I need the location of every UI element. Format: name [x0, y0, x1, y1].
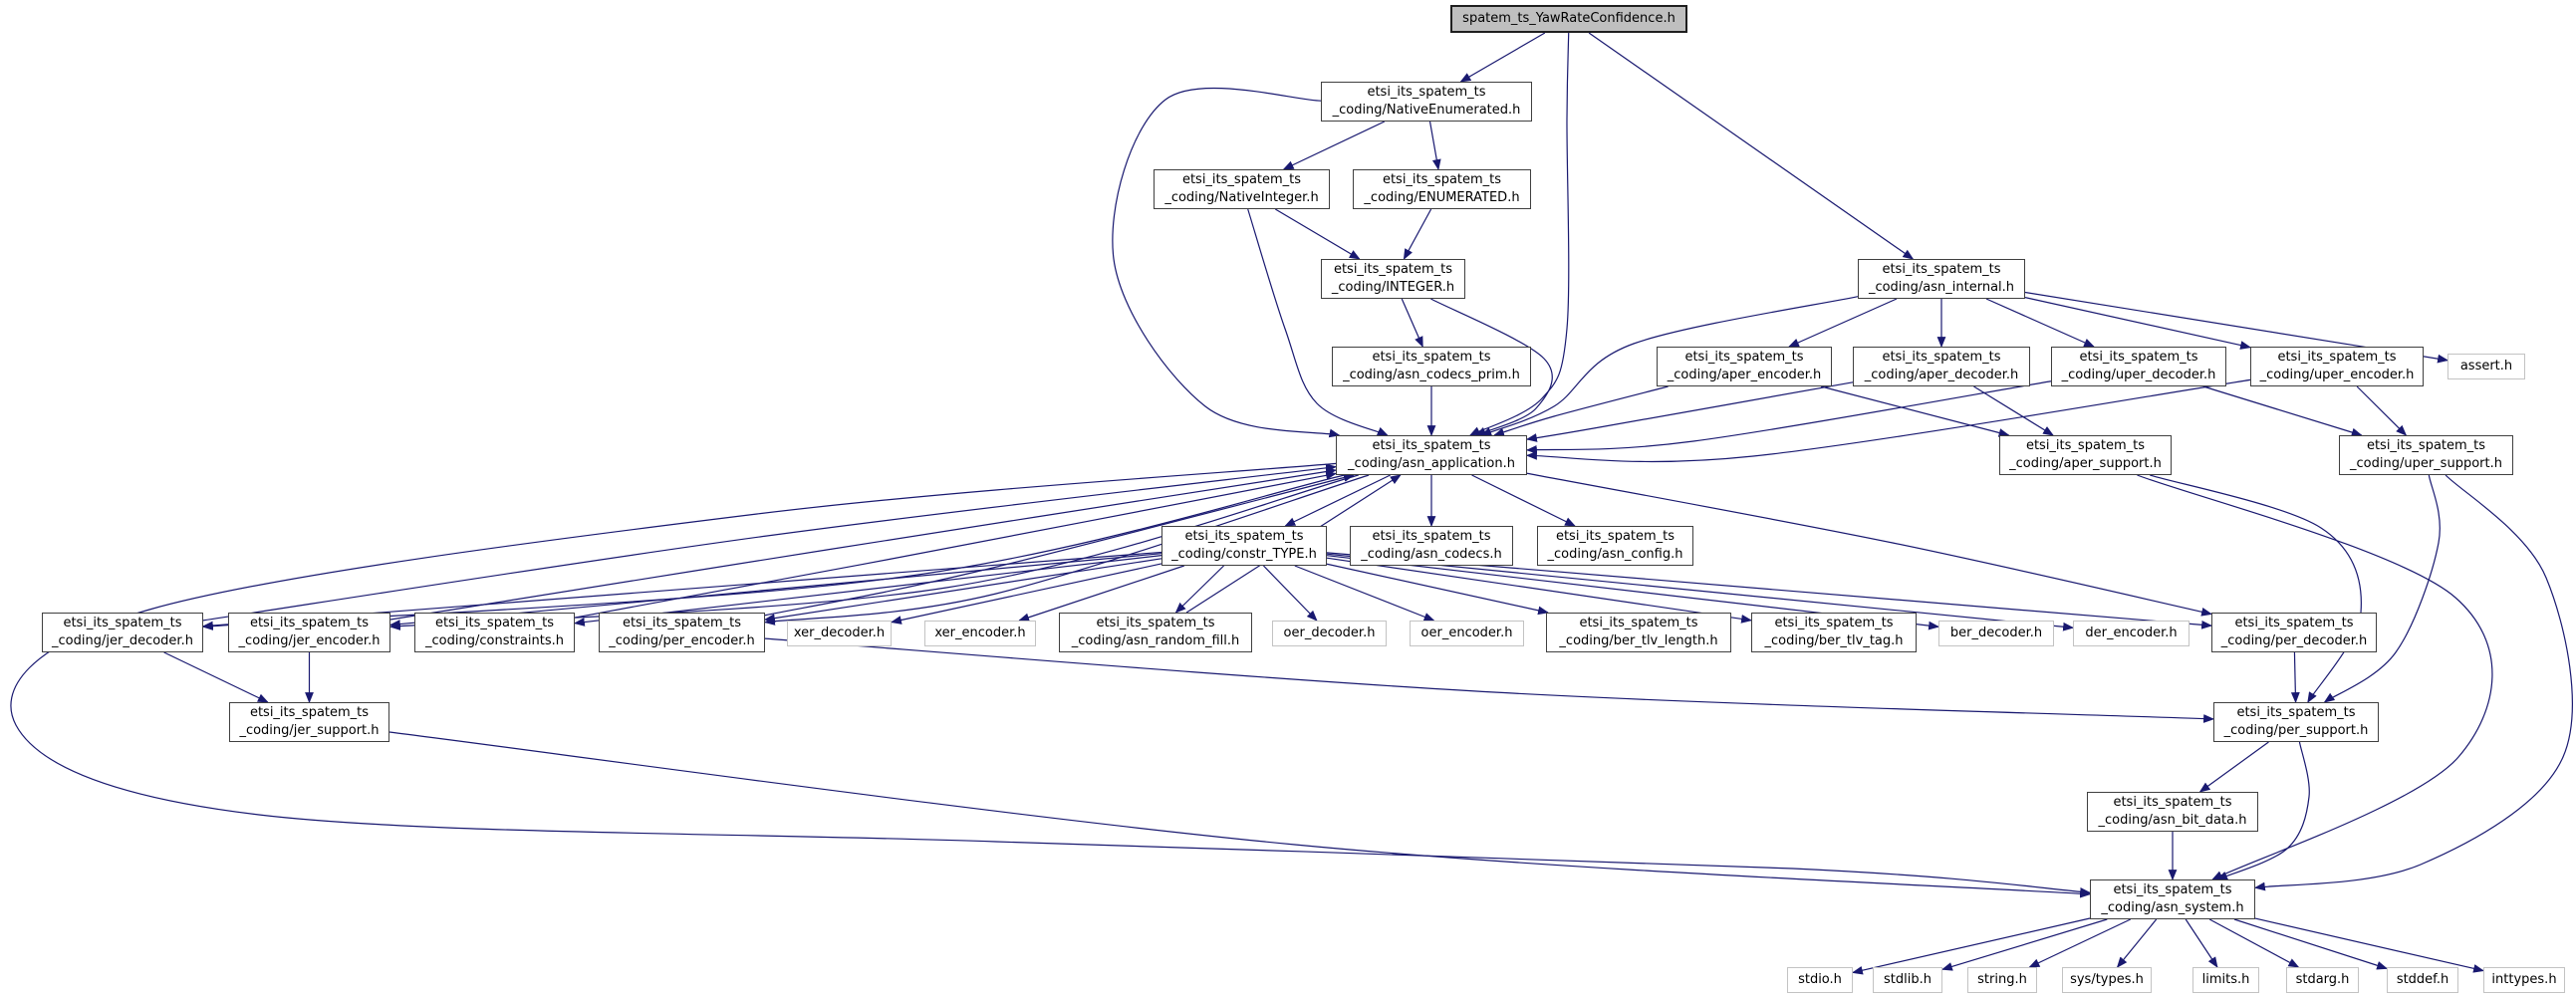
edge-system-to-stddef — [2234, 919, 2387, 968]
node-oer-dec — [1272, 621, 1387, 646]
node-label: _coding/asn_random_fill.h — [1071, 633, 1240, 648]
edge-constr-to-oer_enc — [1295, 566, 1434, 621]
node-constr[interactable] — [1161, 526, 1327, 566]
node-label: _coding/jer_support.h — [239, 723, 380, 738]
node-label: sys/types.h — [2070, 972, 2144, 987]
node-btl[interactable] — [1546, 613, 1731, 652]
node-label: _coding/ber_tlv_tag.h — [1764, 633, 1904, 648]
node-systypes — [2062, 967, 2152, 993]
node-label: etsi_its_spatem_ts — [1333, 262, 1453, 277]
node-codecs-prim[interactable] — [1332, 347, 1531, 386]
node-n-enum[interactable] — [1321, 82, 1532, 122]
node-inttypes — [2483, 967, 2565, 993]
node-label: _coding/constraints.h — [425, 633, 564, 648]
node-label: etsi_its_spatem_ts — [249, 705, 370, 720]
node-label: etsi_its_spatem_ts — [1367, 85, 1486, 100]
edge-n_enum-to-app — [1113, 88, 1339, 435]
node-label: etsi_its_spatem_ts — [434, 616, 555, 630]
edge-integer-to-codecs_prim — [1402, 299, 1422, 347]
edge-yaw-to-n_enum — [1460, 33, 1544, 82]
node-system[interactable] — [2090, 879, 2255, 919]
node-label: _coding/asn_system.h — [2101, 900, 2244, 915]
node-label: _coding/uper_support.h — [2350, 456, 2502, 471]
node-label: stdio.h — [1798, 972, 1842, 987]
node-label: spatem_ts_YawRateConfidence.h — [1462, 11, 1675, 26]
node-label: _coding/uper_encoder.h — [2259, 368, 2415, 382]
node-label: _coding/aper_decoder.h — [1864, 368, 2019, 382]
node-aper-dec[interactable] — [1853, 347, 2030, 386]
node-oer-enc — [1410, 621, 1524, 646]
node-label: etsi_its_spatem_ts — [2113, 795, 2232, 810]
node-label: etsi_its_spatem_ts — [2079, 350, 2198, 365]
node-label: etsi_its_spatem_ts — [63, 616, 182, 630]
node-label: ber_decoder.h — [1949, 626, 2043, 640]
node-app[interactable] — [1336, 435, 1527, 475]
node-label: etsi_its_spatem_ts — [1555, 529, 1675, 544]
node-label: _coding/asn_codecs.h — [1361, 547, 1502, 562]
node-aper-sup[interactable] — [1999, 435, 2172, 475]
node-label: etsi_its_spatem_ts — [622, 616, 742, 630]
node-rand-fill[interactable] — [1059, 613, 1252, 652]
node-limits — [2192, 967, 2259, 993]
edge-n_enum-to-enum — [1430, 122, 1438, 169]
node-jer-dec[interactable] — [42, 613, 203, 652]
node-label: etsi_its_spatem_ts — [1882, 350, 2001, 365]
node-label: etsi_its_spatem_ts — [2366, 438, 2486, 453]
edge-internal-to-uper_dec — [1986, 299, 2094, 347]
node-internal[interactable] — [1858, 259, 2025, 299]
node-label: _coding/uper_decoder.h — [2061, 368, 2216, 382]
edge-enum-to-integer — [1404, 209, 1430, 259]
node-label: _coding/per_encoder.h — [609, 633, 755, 648]
node-label: etsi_its_spatem_ts — [1579, 616, 1698, 630]
node-per-sup[interactable] — [2213, 702, 2379, 742]
node-enum[interactable] — [1353, 169, 1531, 209]
node-label: etsi_its_spatem_ts — [1382, 172, 1502, 187]
edge-uper_dec-to-app — [1527, 381, 2051, 450]
node-uper-dec[interactable] — [2051, 347, 2226, 386]
node-label: limits.h — [2201, 972, 2250, 987]
edge-jer_dec-to-jer_sup — [164, 652, 268, 702]
node-label: stdlib.h — [1884, 972, 1932, 987]
edge-system-to-stdarg — [2209, 919, 2298, 967]
node-label: etsi_its_spatem_ts — [1684, 350, 1804, 365]
node-stdio — [1787, 967, 1853, 993]
edge-system-to-systypes — [2118, 919, 2157, 967]
edge-system-to-stdlib — [1942, 919, 2107, 969]
node-stdarg — [2286, 967, 2359, 993]
node-uper-sup[interactable] — [2339, 435, 2513, 475]
node-label: etsi_its_spatem_ts — [1774, 616, 1894, 630]
node-label: xer_decoder.h — [793, 626, 886, 640]
node-der-enc — [2073, 621, 2190, 646]
node-bit-data[interactable] — [2087, 792, 2258, 832]
node-label: etsi_its_spatem_ts — [249, 616, 370, 630]
node-label: _coding/per_support.h — [2223, 723, 2369, 738]
node-label: _coding/jer_encoder.h — [238, 633, 381, 648]
edge-per_dec-to-per_sup — [2294, 652, 2295, 702]
edge-constr-to-oer_dec — [1263, 566, 1316, 621]
node-label: _coding/asn_bit_data.h — [2098, 813, 2247, 828]
node-integer[interactable] — [1321, 259, 1465, 299]
node-label: _coding/per_decoder.h — [2220, 633, 2368, 648]
edge-app-to-constr — [1285, 475, 1390, 526]
edge-internal-to-uper_enc — [2025, 298, 2250, 348]
edge-uper_enc-to-uper_sup — [2357, 386, 2406, 435]
node-config[interactable] — [1537, 526, 1693, 566]
node-label: _coding/jer_decoder.h — [52, 633, 193, 648]
node-label: _coding/aper_support.h — [2009, 456, 2162, 471]
node-label: _coding/aper_encoder.h — [1667, 368, 1822, 382]
edge-aper_dec-to-aper_sup — [1973, 386, 2053, 435]
node-label: stddef.h — [2396, 972, 2449, 987]
node-label: etsi_its_spatem_ts — [2113, 882, 2232, 897]
node-string — [1967, 967, 2037, 993]
node-label: _coding/constr_TYPE.h — [1171, 547, 1317, 562]
node-xer-enc — [924, 621, 1036, 646]
node-label: etsi_its_spatem_ts — [2277, 350, 2397, 365]
node-label: etsi_its_spatem_ts — [2236, 705, 2356, 720]
node-label: stdarg.h — [2295, 972, 2350, 987]
node-stdlib — [1873, 967, 1942, 993]
node-label: inttypes.h — [2491, 972, 2557, 987]
edge-uper_sup-to-per_sup — [2325, 475, 2441, 702]
node-jer-sup[interactable] — [229, 702, 389, 742]
edge-constr-to-rand_fill — [1175, 566, 1223, 613]
node-label: oer_encoder.h — [1420, 626, 1513, 640]
node-label: _coding/asn_application.h — [1348, 456, 1515, 471]
node-ber-dec — [1938, 621, 2054, 646]
node-btt[interactable] — [1751, 613, 1917, 652]
node-label: _coding/NativeEnumerated.h — [1332, 103, 1521, 118]
node-label: etsi_its_spatem_ts — [1181, 172, 1302, 187]
edge-app-to-config — [1472, 475, 1575, 526]
edge-constr-to-btl — [1327, 564, 1548, 613]
node-codecs[interactable] — [1350, 526, 1513, 566]
node-label: etsi_its_spatem_ts — [1372, 529, 1491, 544]
edge-per_sup-to-bit_data — [2200, 742, 2269, 792]
node-label: etsi_its_spatem_ts — [2025, 438, 2146, 453]
edge-system-to-stdio — [1853, 918, 2090, 972]
edge-aper_sup-to-per_sup — [2150, 475, 2361, 702]
node-constraints[interactable] — [414, 613, 575, 652]
node-per-dec[interactable] — [2211, 613, 2377, 652]
edge-per_enc-to-per_sup — [765, 638, 2213, 719]
node-uper-enc[interactable] — [2250, 347, 2424, 386]
node-stddef — [2387, 967, 2458, 993]
node-label: etsi_its_spatem_ts — [1372, 438, 1491, 453]
node-label: etsi_its_spatem_ts — [1096, 616, 1215, 630]
node-assert — [2447, 354, 2525, 379]
edge-system-to-limits — [2186, 919, 2217, 967]
node-label: _coding/ber_tlv_length.h — [1559, 633, 1718, 648]
node-label: _coding/asn_codecs_prim.h — [1343, 368, 1520, 382]
edge-n_int-to-app — [1248, 209, 1388, 435]
node-label: _coding/INTEGER.h — [1331, 280, 1455, 295]
edge-jer_sup-to-system — [389, 732, 2090, 894]
edge-yaw-to-internal — [1589, 33, 1913, 259]
node-per-enc[interactable] — [599, 613, 765, 652]
node-label: string.h — [1977, 972, 2027, 987]
edge-uper_dec-to-uper_sup — [2203, 386, 2362, 435]
node-aper-enc[interactable] — [1657, 347, 1832, 386]
node-label: assert.h — [2459, 359, 2513, 374]
node-yaw — [1450, 5, 1687, 33]
node-n-int[interactable] — [1154, 169, 1330, 209]
edge-aper_enc-to-app — [1494, 386, 1669, 435]
node-label: xer_encoder.h — [934, 626, 1026, 640]
edge-system-to-string — [2029, 919, 2130, 967]
node-label: etsi_its_spatem_ts — [1372, 350, 1491, 365]
node-label: etsi_its_spatem_ts — [1882, 262, 2001, 277]
edge-n_int-to-integer — [1275, 209, 1359, 259]
node-label: _coding/NativeInteger.h — [1164, 190, 1319, 205]
node-label: etsi_its_spatem_ts — [2234, 616, 2354, 630]
node-label: _coding/ENUMERATED.h — [1364, 190, 1520, 205]
node-xer-dec — [787, 621, 892, 646]
node-label: oer_decoder.h — [1283, 626, 1376, 640]
node-label: etsi_its_spatem_ts — [1184, 529, 1304, 544]
edge-n_enum-to-n_int — [1284, 122, 1385, 169]
node-label: der_encoder.h — [2085, 626, 2178, 640]
node-label: _coding/asn_internal.h — [1868, 280, 2015, 295]
node-label: _coding/asn_config.h — [1547, 547, 1683, 562]
node-jer-enc[interactable] — [228, 613, 390, 652]
